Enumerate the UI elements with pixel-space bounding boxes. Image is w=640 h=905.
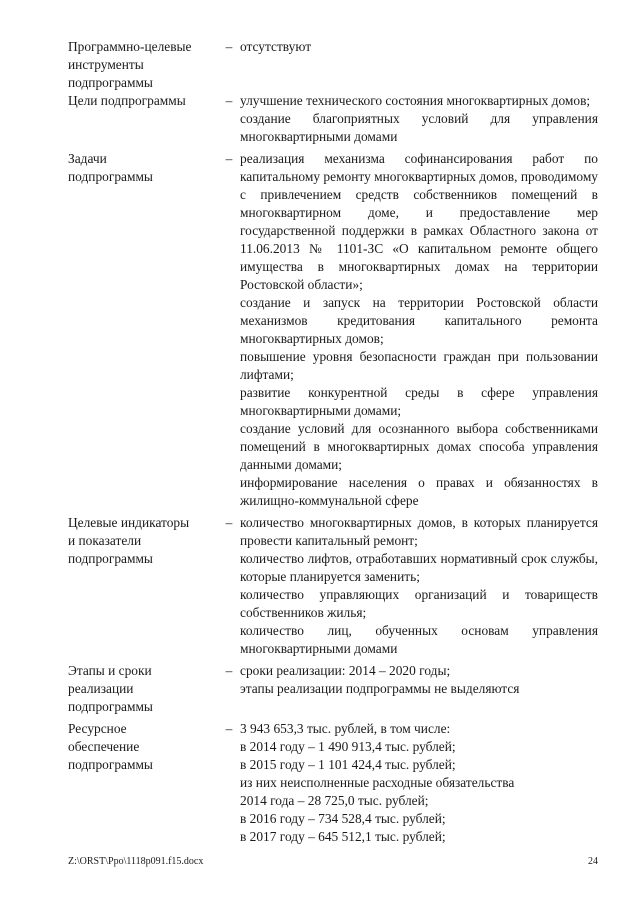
- row-paragraph: в 2016 году – 734 528,4 тыс. рублей;: [240, 811, 446, 826]
- row-paragraph: создание благоприятных условий для управления многоквартирными домами: [240, 111, 598, 144]
- row-stages: [68, 662, 598, 716]
- row-paragraph: улучшение технического состояния многоквартирных домов;: [240, 93, 591, 108]
- row-content: [240, 92, 598, 146]
- row-paragraph: в 2015 году – 1 101 424,4 тыс. рублей;: [240, 757, 456, 772]
- row-paragraph: этапы реализации подпрограммы не выделяются: [240, 681, 520, 696]
- row-label: Ресурсное обеспечение подпрограммы: [68, 721, 153, 772]
- row-program-tools: [68, 38, 598, 92]
- row-content: [240, 514, 598, 658]
- row-dash: –: [225, 93, 233, 108]
- row-content: [240, 150, 598, 510]
- row-dash: –: [225, 39, 233, 54]
- row-dash: –: [225, 663, 233, 678]
- row-paragraph: сроки реализации: 2014 – 2020 годы;: [240, 663, 451, 678]
- row-content: [240, 720, 598, 846]
- row-label: Задачи подпрограммы: [68, 151, 153, 184]
- row-dash: –: [225, 515, 233, 530]
- row-label: Этапы и сроки реализации подпрограммы: [68, 663, 153, 714]
- row-paragraph: информирование населения о правах и обязанностях в жилищно-коммунальной сфере: [240, 475, 598, 508]
- row-content: [240, 38, 598, 56]
- row-paragraph: создание условий для осознанного выбора собственниками помещений в многоквартирных домах способа управления данными домами;: [240, 421, 598, 472]
- row-resources: [68, 720, 598, 846]
- row-paragraph: повышение уровня безопасности граждан при пользовании лифтами;: [240, 349, 598, 382]
- row-paragraph: количество лифтов, отработавших нормативный срок службы, которые планируется заменить;: [240, 551, 598, 584]
- row-paragraph: реализация механизма софинансирования работ по капитальному ремонту многоквартирных домов, проводимому с привлечением средств собственников помещений в многоквартирном доме, и предоставление мер государственной поддержки в рамках Областного закона от 11.06.2013 № 1101-ЗС «О капитальном ремонте общего имущества в многоквартирных домах на территории Ростовской области»;: [240, 151, 598, 292]
- row-paragraph: создание и запуск на территории Ростовской области механизмов кредитования капитального ремонта многоквартирных домов;: [240, 295, 598, 346]
- row-paragraph: из них неисполненные расходные обязательства 2014 года – 28 725,0 тыс. рублей;: [240, 775, 515, 808]
- file-path: Z:\ORST\Ppo\1118p091.f15.docx: [68, 856, 204, 867]
- row-paragraph: количество управляющих организаций и товариществ собственников жилья;: [240, 587, 598, 620]
- row-content: [240, 662, 598, 698]
- row-paragraph: развитие конкурентной среды в сфере управления многоквартирными домами;: [240, 385, 598, 418]
- row-paragraph: в 2017 году – 645 512,1 тыс. рублей;: [240, 829, 446, 844]
- row-label: Программно-целевые инструменты подпрограммы: [68, 39, 192, 90]
- row-tasks: [68, 150, 598, 510]
- row-paragraph: количество лиц, обученных основам управления многоквартирными домами: [240, 623, 598, 656]
- page-number: 24: [588, 856, 598, 867]
- row-label: Целевые индикаторы и показатели подпрограммы: [68, 515, 190, 566]
- row-label: Цели подпрограммы: [68, 93, 186, 108]
- row-goals: [68, 92, 598, 146]
- row-dash: –: [225, 721, 233, 736]
- passport-table: [68, 38, 598, 846]
- page-footer: [68, 856, 598, 868]
- row-paragraph: отсутствуют: [240, 39, 312, 54]
- row-indicators: [68, 514, 598, 658]
- row-paragraph: в 2014 году – 1 490 913,4 тыс. рублей;: [240, 739, 456, 754]
- row-paragraph: 3 943 653,3 тыс. рублей, в том числе:: [240, 721, 451, 736]
- row-dash: –: [225, 151, 233, 166]
- row-paragraph: количество многоквартирных домов, в которых планируется провести капитальный ремонт;: [240, 515, 598, 548]
